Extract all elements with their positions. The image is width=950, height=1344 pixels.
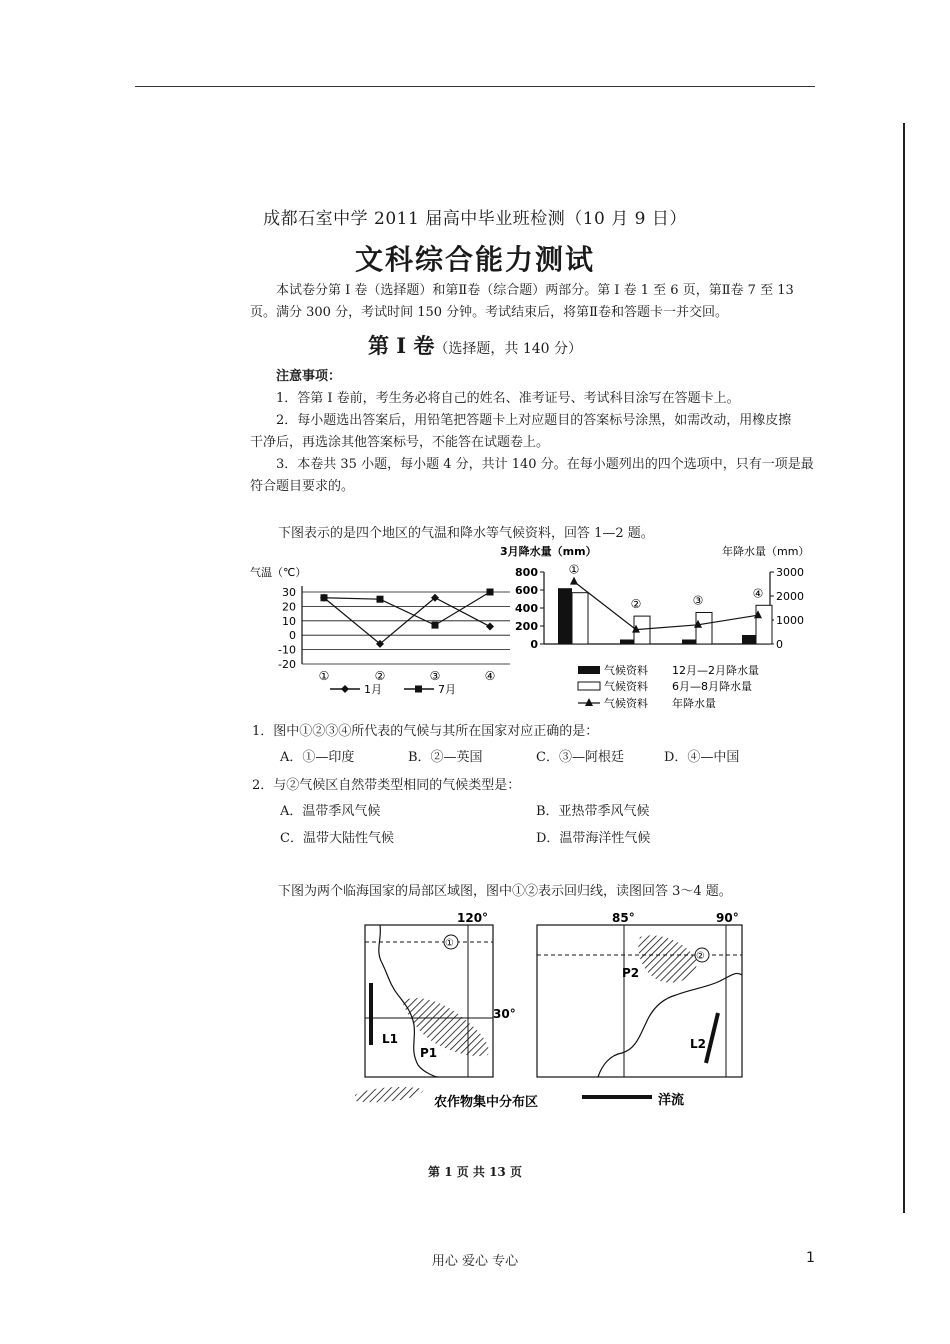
right-map-current-l2 <box>706 1013 718 1063</box>
temp-jul-point <box>432 622 439 629</box>
precip-winter-bar <box>620 640 634 645</box>
right-map-longitude-1: 85° <box>612 911 635 925</box>
top-rule <box>135 86 815 87</box>
page-count: 第 1 页 共 13 页 <box>428 1165 522 1179</box>
precip-right-tick-label: 1000 <box>776 614 804 627</box>
question-2-option-d[interactable]: D．温带海洋性气候 <box>536 831 651 846</box>
temp-jul-point <box>321 594 328 601</box>
volume-note: （选择题，共 140 分） <box>434 341 583 357</box>
right-map-area-label: P2 <box>622 966 640 980</box>
precip-right-axis-label: 年降水量（mm） <box>722 545 810 558</box>
question-1-option-d[interactable]: D．④—中国 <box>664 750 740 765</box>
temp-tick-label: 20 <box>282 600 296 614</box>
intro-line-1: 本试卷分第 I 卷（选择题）和第Ⅱ卷（综合题）两部分。第 I 卷 1 至 6 页，第Ⅱ卷 7 至 13 <box>276 283 794 298</box>
precip-left-tick-label: 400 <box>515 602 538 615</box>
right-map-current-label: L2 <box>690 1037 706 1051</box>
legend-jul-label: 7月 <box>438 683 456 696</box>
right-map-crop-area <box>638 935 696 982</box>
precip-winter-bar <box>682 640 696 645</box>
right-map-tropic-label: ② <box>696 951 705 962</box>
footer-motto: 用心 爱心 专心 <box>431 1254 519 1269</box>
precip-left-tick-label: 600 <box>515 584 538 597</box>
question-1-option-a[interactable]: A．①—印度 <box>280 750 355 765</box>
precip-right-tick-label: 2000 <box>776 590 804 603</box>
legend-current-label: 洋流 <box>658 1093 685 1108</box>
legend-crop-swatch <box>355 1087 424 1102</box>
climate-question-intro: 下图表示的是四个地区的气温和降水等气候资料，回答 1—2 题。 <box>278 526 654 541</box>
legend-summer-desc: 6月—8月降水量 <box>672 680 752 693</box>
precip-category-label: ④ <box>752 586 764 601</box>
left-map-current-label: L1 <box>382 1032 398 1046</box>
left-map-latitude: 30° <box>493 1007 516 1021</box>
question-1-option-b[interactable]: B．②—英国 <box>408 750 483 765</box>
legend-winter-desc: 12月—2月降水量 <box>672 664 759 677</box>
left-map <box>365 911 516 1077</box>
temp-jan-point <box>486 623 494 631</box>
question-1-option-c[interactable]: C．③—阿根廷 <box>536 750 624 765</box>
temp-tick-label: 0 <box>289 629 296 643</box>
question-2-option-a[interactable]: A．温带季风气候 <box>280 804 381 819</box>
volume-main: 第 I 卷 <box>367 333 435 358</box>
precip-category-label: ② <box>630 597 642 612</box>
notes-item-3b: 符合题目要求的。 <box>250 479 355 494</box>
legend-annual-label: 气候资料 <box>604 697 648 710</box>
question-2-stem: 2．与②气候区自然带类型相同的气候类型是： <box>252 778 521 793</box>
temp-ylabel: 气温（℃） <box>250 566 307 579</box>
precip-left-axis-label: 3月降水量（mm） <box>500 545 597 558</box>
precipitation-chart <box>500 540 820 720</box>
notes-item-3a: 3．本卷共 35 小题，每小题 4 分，共计 140 分。在每小题列出的四个选项中，只有一项是最 <box>276 457 814 472</box>
volume-heading <box>0 330 950 360</box>
notes-heading: 注意事项： <box>276 369 342 384</box>
precip-left-tick-label: 200 <box>515 620 538 633</box>
temp-category-label: ① <box>318 669 330 683</box>
right-map <box>537 911 742 1077</box>
right-map-longitude-2: 90° <box>716 911 739 925</box>
legend-summer-swatch <box>578 682 600 690</box>
precip-left-tick-label: 800 <box>515 566 538 579</box>
temp-category-label: ② <box>374 669 386 683</box>
legend-annual-triangle-icon <box>585 698 593 706</box>
precip-right-tick-label: 0 <box>776 638 783 651</box>
left-map-tropic-label: ① <box>445 938 454 949</box>
notes-item-2b: 干净后，再选涂其他答案标号，不能答在试题卷上。 <box>250 435 550 450</box>
question-2-option-c[interactable]: C．温带大陆性气候 <box>280 831 394 846</box>
temperature-chart <box>248 560 518 700</box>
legend-crop-label: 农作物集中分布区 <box>434 1095 539 1110</box>
temp-jul-point <box>487 589 494 596</box>
legend-jan-diamond-icon <box>341 685 349 693</box>
intro-line-2: 页。满分 300 分，考试时间 150 分钟。考试结束后，将第Ⅱ卷和答题卡一并交回。 <box>250 305 728 320</box>
notes-section <box>250 366 850 498</box>
notes-item-2a: 2．每小题选出答案后，用铅笔把答题卡上对应题目的答案标号涂黑，如需改动，用橡皮擦 <box>276 413 792 428</box>
exam-intro <box>250 280 850 324</box>
scan-edge-line <box>903 123 905 1213</box>
precip-left-tick-label: 0 <box>530 638 538 651</box>
temp-tick-label: -20 <box>278 658 296 671</box>
precip-right-tick-label: 3000 <box>776 566 804 579</box>
precip-winter-bar <box>558 588 572 644</box>
temp-category-label: ③ <box>429 669 441 683</box>
left-map-crop-area <box>402 998 489 1056</box>
exam-subtitle: 成都石室中学 2011 届高中毕业班检测（10 月 9 日） <box>263 209 687 229</box>
precip-annual-line <box>574 582 758 630</box>
notes-item-1: 1．答第 I 卷前，考生务必将自己的姓名、准考证号、考试科目涂写在答题卡上。 <box>276 391 740 406</box>
temp-category-label: ④ <box>484 669 496 683</box>
legend-annual-desc: 年降水量 <box>672 697 716 710</box>
exam-title: 文科综合能力测试 <box>354 243 595 276</box>
footer-page-number: 1 <box>806 1250 815 1266</box>
precip-summer-bar <box>572 593 588 644</box>
map-question-intro: 下图为两个临海国家的局部区域图，图中①②表示回归线，读图回答 3～4 题。 <box>278 884 732 899</box>
legend-jul-square-icon <box>415 686 422 693</box>
temp-tick-label: 30 <box>282 586 296 599</box>
question-1-stem: 1．图中①②③④所代表的气候与其所在国家对应正确的是： <box>252 724 599 739</box>
regional-maps <box>340 905 760 1120</box>
left-map-longitude: 120° <box>457 911 489 925</box>
precip-category-label: ① <box>568 562 580 577</box>
legend-winter-label: 气候资料 <box>604 664 648 677</box>
legend-jan-label: 1月 <box>364 683 382 696</box>
temp-tick-label: -10 <box>278 643 296 657</box>
temp-jul-point <box>377 596 384 603</box>
precip-category-label: ③ <box>692 593 704 608</box>
question-2-option-b[interactable]: B．亚热带季风气候 <box>536 804 650 819</box>
precip-annual-point <box>570 577 578 585</box>
precip-winter-bar <box>742 635 756 644</box>
legend-summer-label: 气候资料 <box>604 680 648 693</box>
right-map-coastline <box>598 973 742 1077</box>
precip-summer-bar <box>696 613 712 645</box>
temp-tick-label: 10 <box>282 614 296 628</box>
legend-winter-swatch <box>578 666 600 674</box>
left-map-area-label: P1 <box>420 1046 438 1060</box>
temp-series-jul-line <box>324 592 490 625</box>
